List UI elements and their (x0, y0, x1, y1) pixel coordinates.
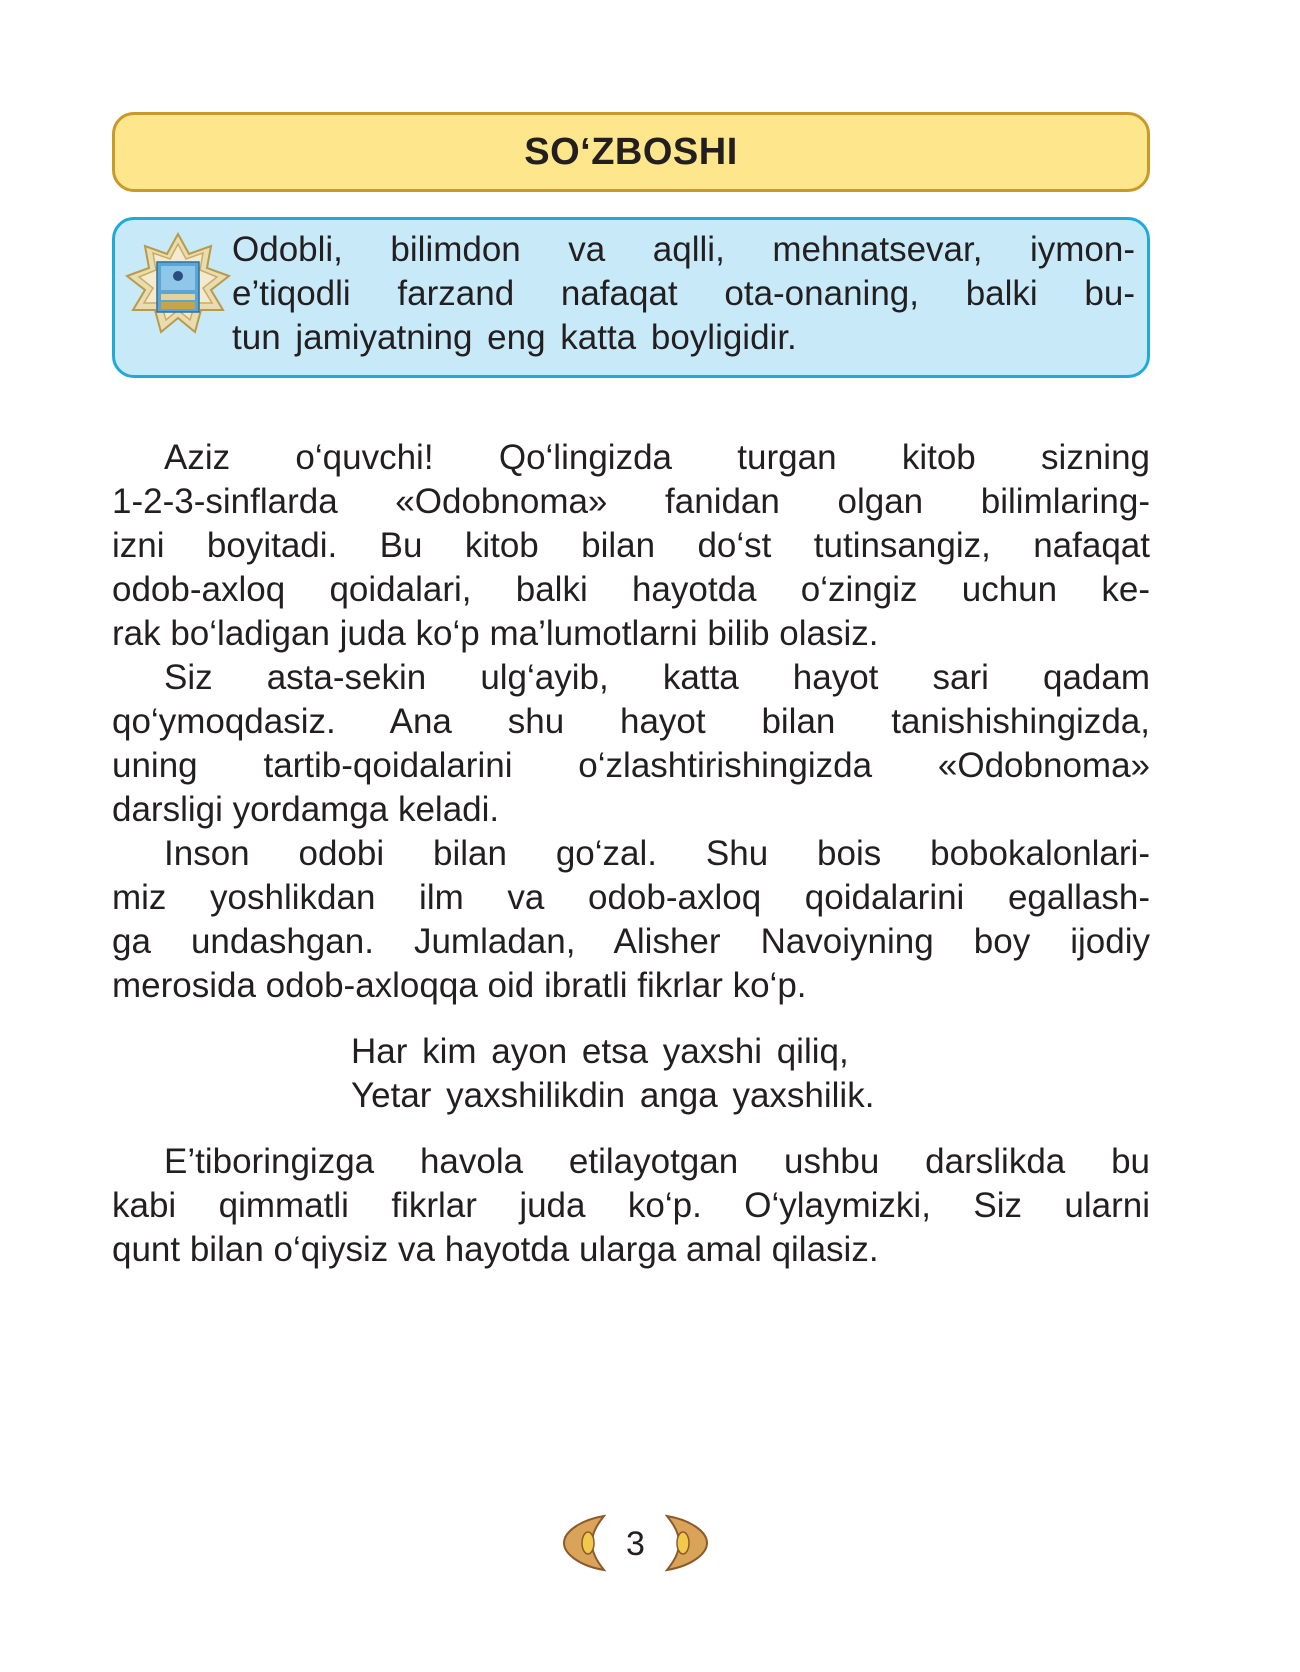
text-line: 1-2-3-sinflarda «Odobnoma» fanidan olgan bilimlaring- (112, 482, 1150, 521)
text-line: qunt bilan o‘qiysiz va hayotda ularga amal qilasiz. (112, 1230, 879, 1269)
text-line: rak bo‘ladigan juda ko‘p ma’lumotlarni bilib olasiz. (112, 614, 879, 653)
text-line: qo‘ymoqdasiz. Ana shu hayot bilan tanishishingizda, (112, 702, 1150, 741)
epigraph-line: tun jamiyatning eng katta boyligidir. (232, 318, 797, 357)
text-line: Inson odobi bilan go‘zal. Shu bois bobokalonlari- (164, 834, 1150, 873)
page-ornament-left-icon (560, 1512, 606, 1574)
text-line: Aziz o‘quvchi! Qo‘lingizda turgan kitob sizning (164, 438, 1150, 477)
page-ornament-right-icon (665, 1512, 711, 1574)
poem-line: Yetar yaxshilikdin anga yaxshilik. (351, 1076, 875, 1115)
text-line: odob-axloq qoidalari, balki hayotda o‘zingiz uchun ke- (112, 570, 1150, 609)
epigraph-line: e’tiqodli farzand nafaqat ota-onaning, balki bu- (232, 274, 1135, 313)
poem-quote (351, 1030, 1150, 1118)
page-footer (0, 1512, 1300, 1582)
epigraph-box (112, 217, 1150, 378)
page-number: 3 (626, 1525, 645, 1563)
paragraph-3 (112, 832, 1150, 1008)
paragraph-4 (112, 1140, 1150, 1272)
poem-line: Har kim ayon etsa yaxshi qiliq, (351, 1032, 849, 1071)
section-title-banner (112, 112, 1150, 192)
text-line: uning tartib-qoidalarini o‘zlashtirishingizda «Odobnoma» (112, 746, 1150, 785)
page-title: SO‘ZBOSHI (524, 130, 738, 173)
book-emblem-icon (123, 232, 233, 342)
text-line: izni boyitadi. Bu kitob bilan do‘st tutinsangiz, nafaqat (112, 526, 1150, 565)
text-line: Siz asta-sekin ulg‘ayib, katta hayot sari qadam (164, 658, 1150, 697)
text-line: darsligi yordamga keladi. (112, 790, 500, 829)
epigraph-text (232, 228, 1135, 360)
paragraph-1 (112, 436, 1150, 656)
body-text (112, 436, 1150, 1272)
text-line: merosida odob-axloqqa oid ibratli fikrlar ko‘p. (112, 966, 807, 1005)
text-line: miz yoshlikdan ilm va odob-axloq qoidalarini egallash- (112, 878, 1150, 917)
text-line: kabi qimmatli fikrlar juda ko‘p. O‘ylaymizki, Siz ularni (112, 1186, 1150, 1225)
paragraph-2 (112, 656, 1150, 832)
text-line: E’tiboringizga havola etilayotgan ushbu darslikda bu (164, 1142, 1150, 1181)
text-line: ga undashgan. Jumladan, Alisher Navoiyning boy ijodiy (112, 922, 1150, 961)
epigraph-line: Odobli, bilimdon va aqlli, mehnatsevar, iymon- (232, 230, 1135, 269)
